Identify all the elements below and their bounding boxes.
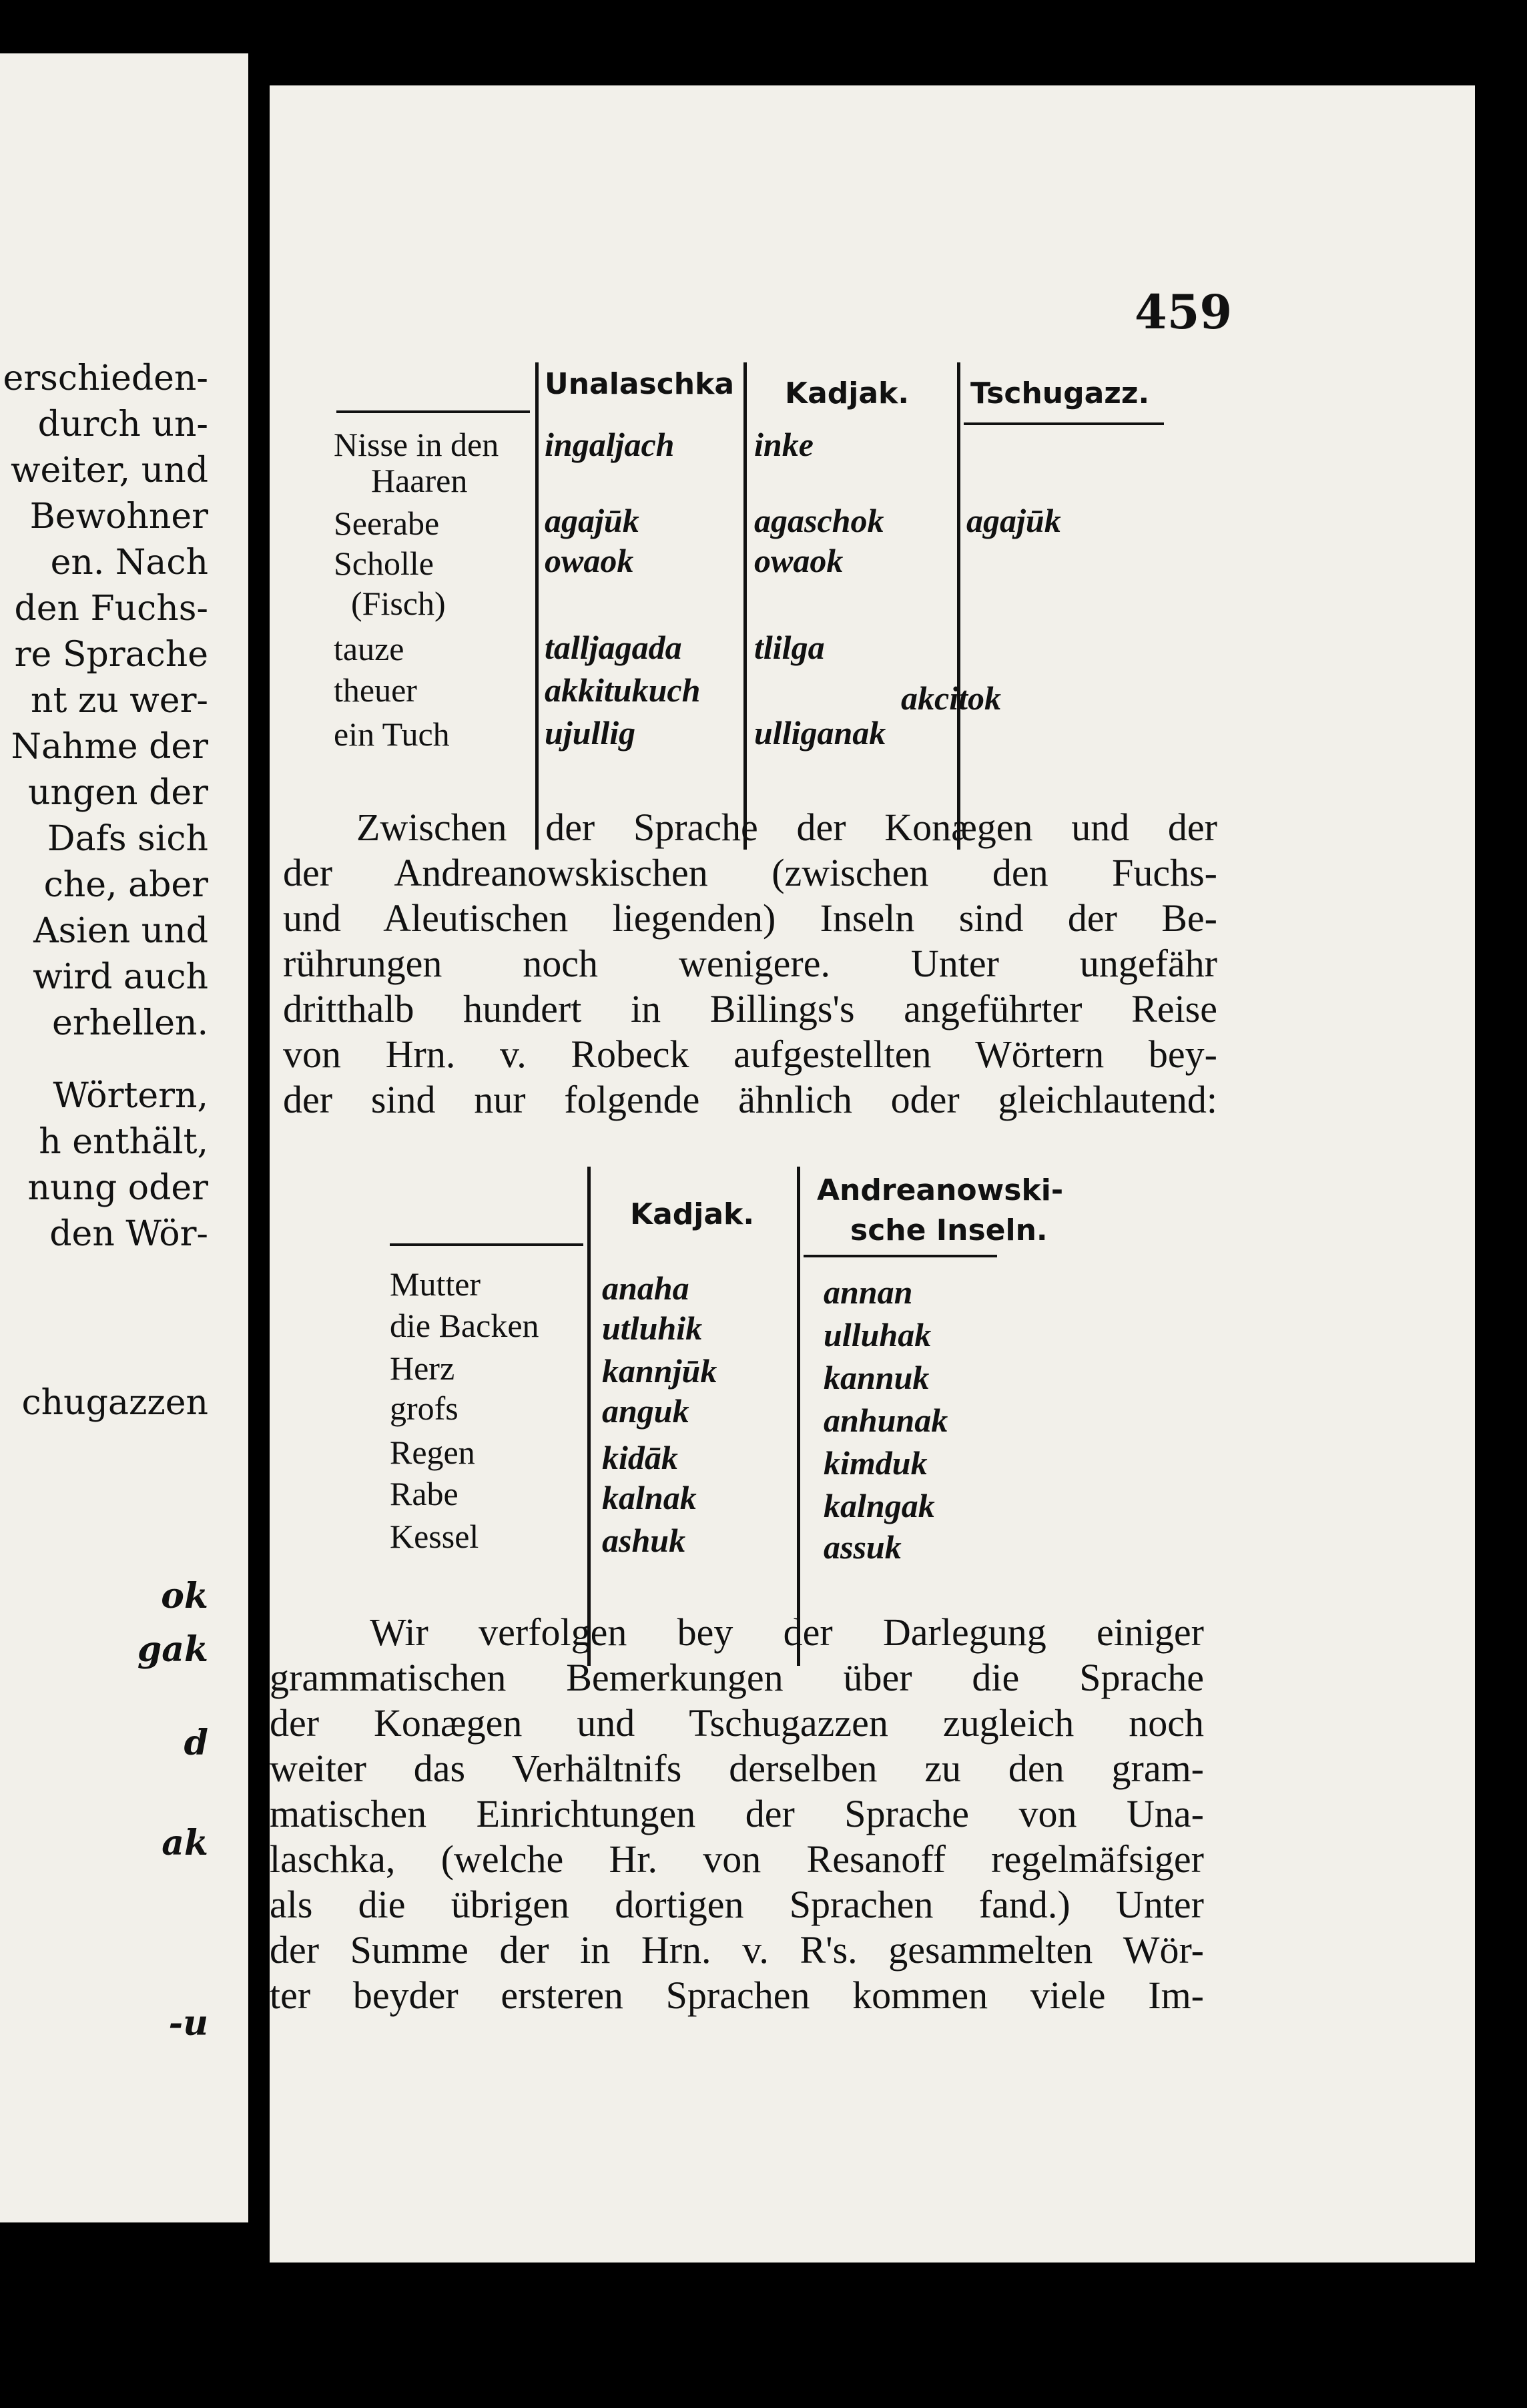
paragraph-1-line: dritthalb hundert in Billings's angeführter Reise [283,987,1217,1030]
table-2-cell: ulluhak [824,1316,932,1353]
right-page [270,85,1475,2263]
left-page-line: nung oder [27,1168,208,1208]
table-2-cell: kalngak [824,1487,935,1524]
table-2-row-label: Herz [390,1349,455,1387]
paragraph-2-line: der Konægen und Tschugazzen zugleich noch [270,1701,1204,1745]
table-1-cell: inke [754,426,814,463]
table-1-row-label: Seerabe [334,505,440,542]
table-1-cell: akkitukuch [545,671,701,709]
left-page-line: Nahme der [11,727,208,767]
table-2-cell: anaha [602,1269,689,1307]
left-page-line: ok [161,1576,208,1616]
table-2-cell: kannuk [824,1359,930,1396]
left-page-line: re Sprache [14,635,208,675]
table-1-cell: ulliganak [754,714,886,751]
table-2-cell: utluhik [602,1309,703,1347]
table-2-row-label: grofs [390,1390,459,1427]
table-1-row-label: Scholle [334,545,434,582]
table-2-row-label: die Backen [390,1307,539,1344]
paragraph-1-line: rührungen noch wenigere. Unter ungefähr [283,942,1217,985]
left-page-line: nt zu wer- [30,681,208,721]
table-2-cell: kimduk [824,1444,928,1482]
left-page-line: en. Nach [50,543,208,583]
paragraph-2-line: weiter das Verhältnifs derselben zu den gram- [270,1747,1204,1790]
table-2-row-label: Kessel [390,1518,479,1555]
left-page-line: ungen der [28,773,208,813]
table-2-header-andreanowski: Andreanowski- [817,1173,1064,1207]
table-2-column-rule [797,1167,800,1666]
left-page-line: den Wör- [49,1214,208,1254]
paragraph-2-line: ter beyder ersteren Sprachen kommen viele Im- [270,1974,1204,2017]
paragraph-1-line: der Andreanowskischen (zwischen den Fuchs- [283,851,1217,894]
table-1-row-label: Nisse in den [334,426,499,463]
left-page-line: Asien und [33,911,208,951]
paragraph-2 [270,1610,1204,2018]
left-page [0,53,248,2222]
left-page-line: Bewohner [29,497,208,537]
table-2-cell: anhunak [824,1402,948,1439]
table-2-header-kadjak: Kadjak. [630,1197,755,1231]
paragraph-1-line: von Hrn. v. Robeck aufgestellten Wörtern bey- [283,1032,1217,1076]
table-2-header-rule [390,1243,583,1246]
left-page-line: erhellen. [52,1003,208,1043]
left-page-line: gak [137,1629,208,1670]
table-1-header-kadjak: Kadjak. [785,376,910,410]
paragraph-2-line: der Summe der in Hrn. v. R's. gesammelten Wör- [270,1928,1204,1972]
table-1-cell: talljagada [545,629,682,666]
table-2-header-rule [804,1255,997,1257]
vocabulary-table-2 [270,85,1475,1754]
left-page-line: d [184,1723,208,1763]
table-1-row-label: ein Tuch [334,715,450,753]
table-2-cell: kidāk [602,1439,678,1476]
table-1-cell: owaok [754,542,844,579]
paragraph-1-line: der sind nur folgende ähnlich oder gleichlautend: [283,1078,1217,1121]
left-page-line: Dafs sich [47,819,208,859]
table-2-cell: ashuk [602,1522,686,1559]
left-page-line: erschieden- [3,358,208,398]
left-page-line: che, aber [43,865,208,905]
left-page-line: wird auch [33,957,208,997]
table-2-cell: annan [824,1273,913,1311]
paragraph-2-line: matischen Einrichtungen der Sprache von Una- [270,1792,1204,1835]
table-2-header-inseln: sche Inseln. [850,1213,1048,1247]
table-1-cell: akcitok [901,679,1001,717]
left-page-line: durch un- [37,404,208,444]
table-2-row-label: Regen [390,1434,475,1471]
table-1-row-label: (Fisch) [351,585,446,622]
table-2-row-label: Mutter [390,1265,481,1303]
table-1-row-label: theuer [334,671,417,709]
table-1-cell: agajūk [545,502,639,539]
paragraph-2-line: als die übrigen dortigen Sprachen fand.) Unter [270,1883,1204,1926]
page-number: 459 [1135,284,1233,340]
paragraph-2-line: laschka, (welche Hr. von Resanoff regelmäfsiger [270,1837,1204,1881]
paragraph-1-line: und Aleutischen liegenden) Inseln sind der Be- [283,896,1217,940]
table-2-cell: kannjūk [602,1352,717,1390]
left-page-line: h enthält, [39,1122,208,1162]
table-1-cell: agaschok [754,502,884,539]
table-2-cell: anguk [602,1392,689,1430]
table-1-header-unalaschka: Unalaschka [545,367,735,401]
table-2-row-label: Rabe [390,1475,459,1512]
paragraph-1-line: Zwischen der Sprache der Konægen und der [356,806,1217,849]
table-1-header-tschugazz: Tschugazz. [970,376,1150,410]
left-page-line: weiter, und [10,450,208,491]
table-1-cell: ingaljach [545,426,675,463]
table-1-cell: agajūk [966,502,1061,539]
table-1-cell: ujullig [545,714,636,751]
left-page-line: Wörtern, [53,1076,208,1116]
left-page-line: ak [162,1823,208,1863]
table-1-cell: tlilga [754,629,825,666]
left-page-line: den Fuchs- [14,589,208,629]
table-1-row-label: Haaren [371,462,468,499]
table-2-column-rule [587,1167,591,1666]
paragraph-2-line: Wir verfolgen bey der Darlegung einiger [370,1610,1204,1654]
left-page-line: chugazzen [21,1383,208,1423]
table-2-cell: assuk [824,1528,902,1566]
table-1-row-label: tauze [334,630,404,667]
left-page-line: -u [168,2003,208,2044]
table-1-cell: owaok [545,542,634,579]
table-2-cell: kalnak [602,1479,697,1516]
paragraph-2-line: grammatischen Bemerkungen über die Sprache [270,1656,1204,1699]
